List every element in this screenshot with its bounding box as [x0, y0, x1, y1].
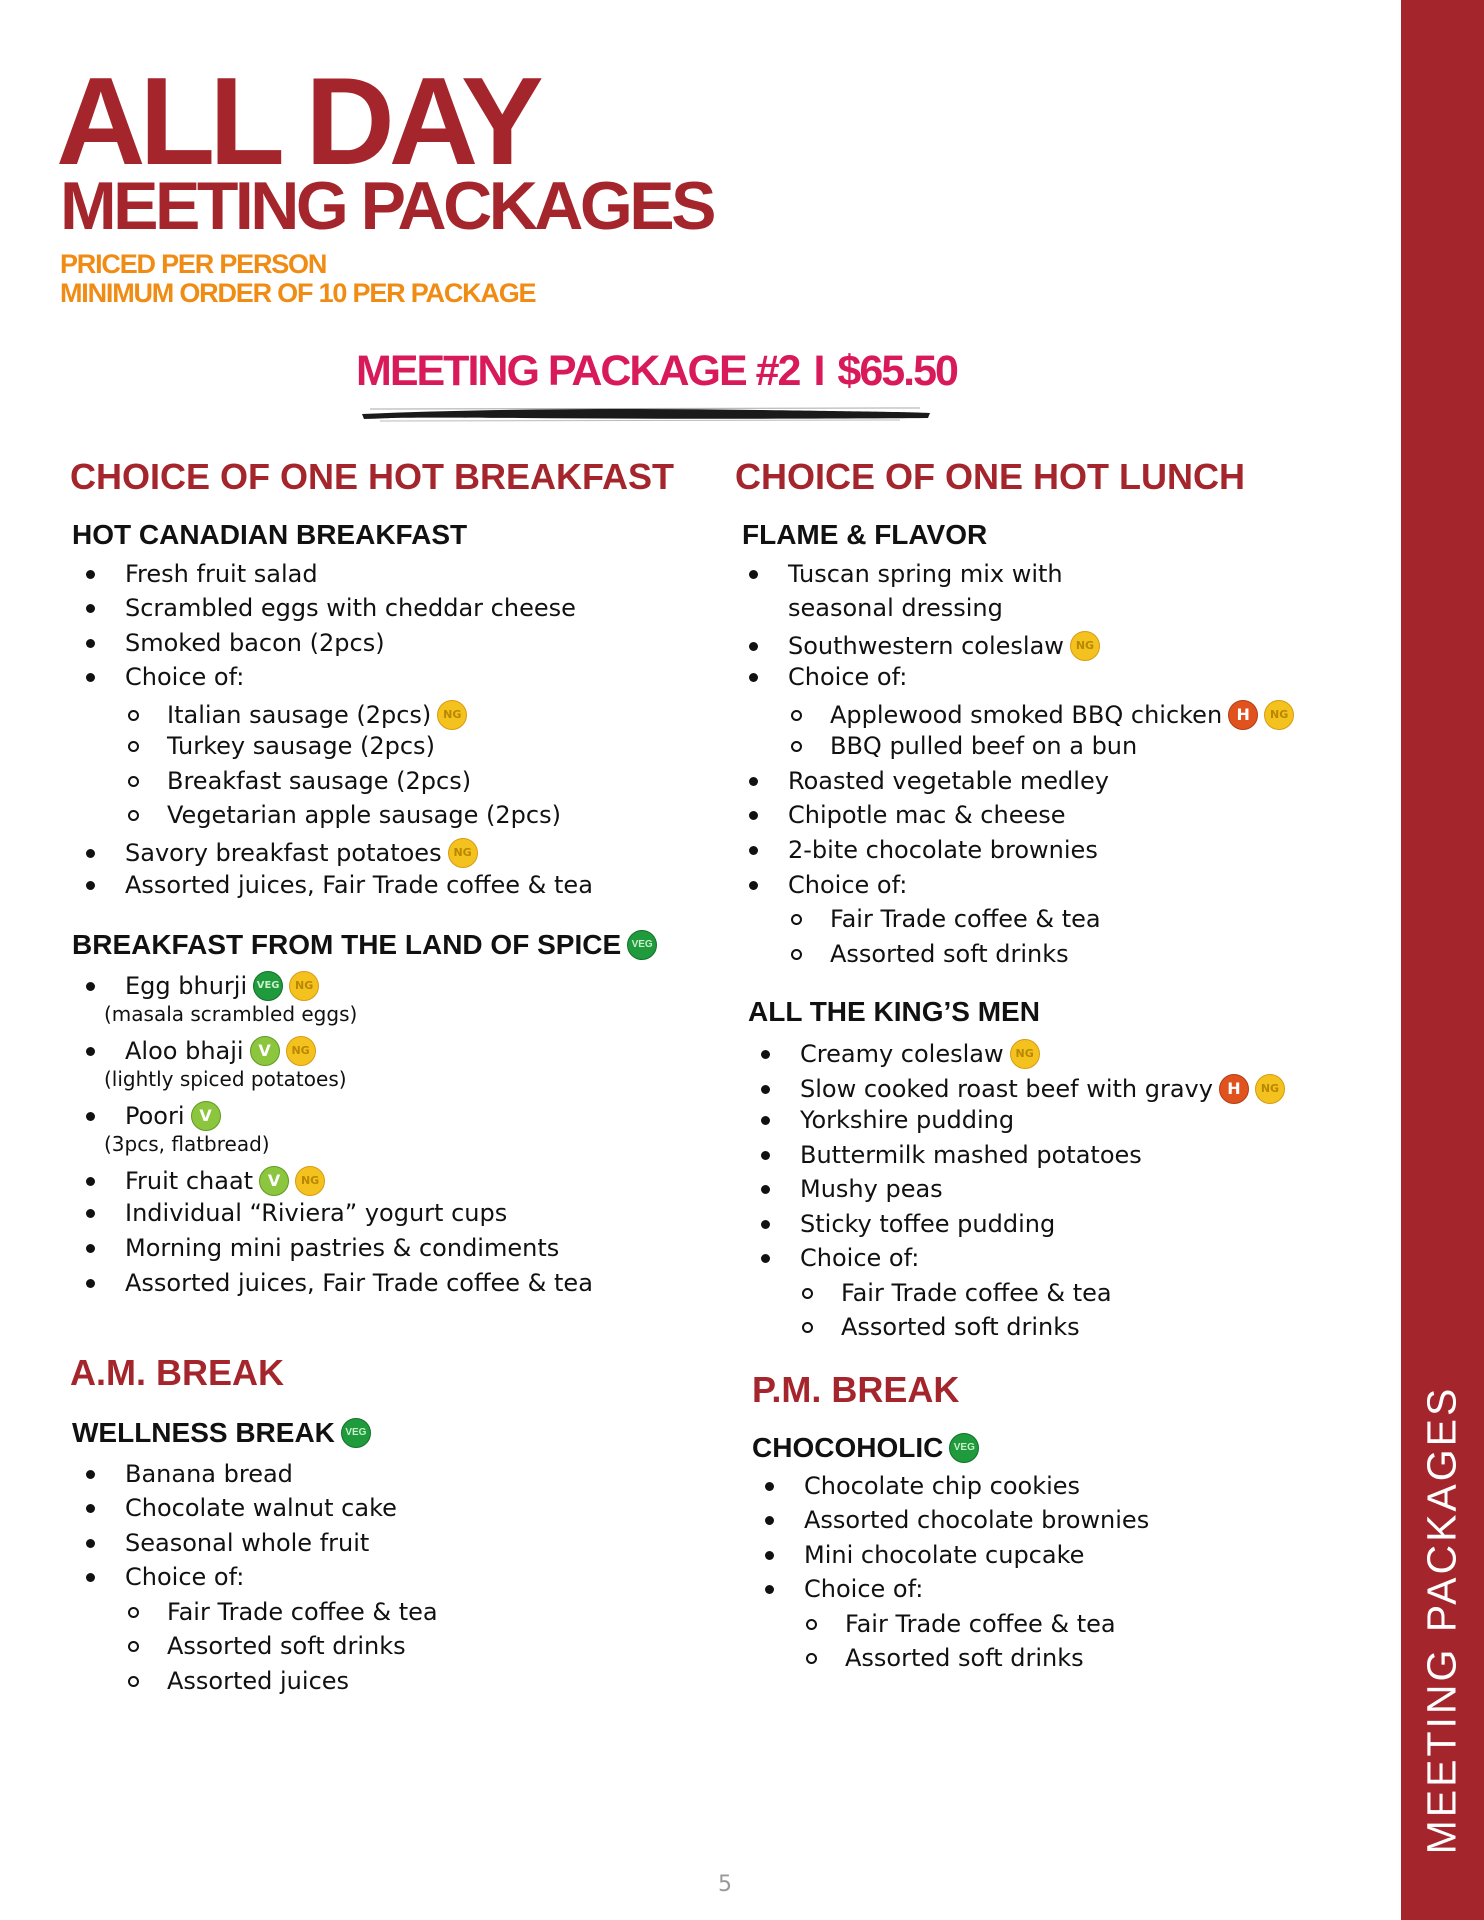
list-item: Fruit chaat V NG	[84, 1166, 325, 1196]
package-separator: I	[813, 347, 824, 395]
lunch-heading: CHOICE OF ONE HOT LUNCH	[735, 456, 1245, 497]
list-item: Chocolate walnut cake	[84, 1496, 397, 1520]
vegetarian-icon: VEG	[627, 930, 657, 960]
list-item: Italian sausage (2pcs) NG	[126, 700, 467, 730]
no-gluten-icon: NG	[286, 1036, 316, 1066]
list-item: Mushy peas	[759, 1177, 943, 1201]
list-item: Assorted soft drinks	[800, 1315, 1080, 1339]
list-item: 2-bite chocolate brownies	[747, 838, 1098, 862]
list-item: Fair Trade coffee & tea	[789, 907, 1101, 931]
item-note: (masala scrambled eggs)	[104, 1002, 358, 1026]
vegan-icon: V	[191, 1101, 221, 1131]
package-name: MEETING PACKAGE #2	[356, 347, 800, 395]
list-item: Assorted soft drinks	[804, 1646, 1084, 1670]
list-item: Choice of:	[747, 665, 907, 689]
list-item: Yorkshire pudding	[759, 1108, 1014, 1132]
list-item: Turkey sausage (2pcs)	[126, 734, 435, 758]
list-item: Vegetarian apple sausage (2pcs)	[126, 803, 561, 827]
list-item: Aloo bhaji V NG	[84, 1036, 316, 1066]
land-of-spice-title: BREAKFAST FROM THE LAND OF SPICE VEG	[72, 930, 657, 960]
vegan-icon: V	[259, 1166, 289, 1196]
no-gluten-icon: NG	[1010, 1039, 1040, 1069]
pm-break-heading: P.M. BREAK	[752, 1369, 960, 1410]
list-item: Individual “Riviera” yogurt cups	[84, 1201, 507, 1225]
list-item: Tuscan spring mix with	[747, 562, 1063, 586]
list-item: Chocolate chip cookies	[763, 1474, 1080, 1498]
list-item: Creamy coleslaw NG	[759, 1039, 1040, 1069]
chocoholic-title: CHOCOHOLIC VEG	[752, 1433, 979, 1463]
list-item: Buttermilk mashed potatoes	[759, 1143, 1142, 1167]
list-item: Assorted soft drinks	[126, 1634, 406, 1658]
list-item: Poori V	[84, 1101, 221, 1131]
item-note: (3pcs, flatbread)	[104, 1132, 270, 1156]
list-item: Assorted soft drinks	[789, 942, 1069, 966]
package-price: $65.50	[837, 347, 957, 395]
no-gluten-icon: NG	[437, 700, 467, 730]
list-item: Assorted juices, Fair Trade coffee & tea	[84, 1271, 593, 1295]
vegan-icon: V	[250, 1036, 280, 1066]
list-item: Choice of:	[747, 873, 907, 897]
no-gluten-icon: NG	[295, 1166, 325, 1196]
no-gluten-icon: NG	[1264, 700, 1294, 730]
wellness-break-title: WELLNESS BREAK VEG	[72, 1418, 371, 1448]
vegetarian-icon: VEG	[253, 971, 283, 1001]
list-item: Morning mini pastries & condiments	[84, 1236, 559, 1260]
list-item: Sticky toffee pudding	[759, 1212, 1055, 1236]
pricing-note: PRICED PER PERSON	[60, 249, 327, 279]
package-title	[356, 347, 957, 395]
page-title: ALL DAY	[56, 53, 538, 191]
vegetarian-icon: VEG	[949, 1433, 979, 1463]
list-item: Egg bhurji VEG NG	[84, 971, 319, 1001]
list-item: Choice of:	[759, 1246, 919, 1270]
list-item: Assorted juices	[126, 1669, 349, 1693]
all-the-kings-men-title: ALL THE KING’S MEN	[748, 996, 1040, 1027]
item-note: (lightly spiced potatoes)	[104, 1067, 347, 1091]
no-gluten-icon: NG	[289, 971, 319, 1001]
list-item: Fair Trade coffee & tea	[804, 1612, 1116, 1636]
list-item: Choice of:	[84, 665, 244, 689]
list-item: Southwestern coleslaw NG	[747, 631, 1100, 661]
list-item: Choice of:	[763, 1577, 923, 1601]
list-item: Banana bread	[84, 1462, 293, 1486]
list-item: Fresh fruit salad	[84, 562, 318, 586]
list-item: Chipotle mac & cheese	[747, 803, 1066, 827]
list-item: Fair Trade coffee & tea	[800, 1281, 1112, 1305]
list-item: BBQ pulled beef on a bun	[789, 734, 1137, 758]
list-item: Assorted chocolate brownies	[763, 1508, 1149, 1532]
list-item: Assorted juices, Fair Trade coffee & tea	[84, 873, 593, 897]
page-subtitle: MEETING PACKAGES	[60, 168, 714, 244]
halal-icon: H	[1228, 700, 1258, 730]
side-label: MEETING PACKAGES	[1418, 1385, 1465, 1855]
list-item: Breakfast sausage (2pcs)	[126, 769, 471, 793]
list-item-continuation: seasonal dressing	[788, 594, 1003, 622]
list-item: Applewood smoked BBQ chicken H NG	[789, 700, 1294, 730]
list-item: Mini chocolate cupcake	[763, 1543, 1084, 1567]
breakfast-heading: CHOICE OF ONE HOT BREAKFAST	[70, 456, 675, 497]
list-item: Slow cooked roast beef with gravy H NG	[759, 1074, 1285, 1104]
list-item: Scrambled eggs with cheddar cheese	[84, 596, 576, 620]
list-item: Savory breakfast potatoes NG	[84, 838, 478, 868]
no-gluten-icon: NG	[1255, 1074, 1285, 1104]
minimum-order-note: MINIMUM ORDER OF 10 PER PACKAGE	[60, 278, 536, 308]
page-number: 5	[718, 1872, 732, 1897]
list-item: Roasted vegetable medley	[747, 769, 1109, 793]
flame-and-flavor-title: FLAME & FLAVOR	[742, 519, 988, 550]
halal-icon: H	[1219, 1074, 1249, 1104]
am-break-heading: A.M. BREAK	[70, 1352, 284, 1393]
no-gluten-icon: NG	[1070, 631, 1100, 661]
list-item: Fair Trade coffee & tea	[126, 1600, 438, 1624]
list-item: Choice of:	[84, 1565, 244, 1589]
vegetarian-icon: VEG	[341, 1418, 371, 1448]
list-item: Seasonal whole fruit	[84, 1531, 369, 1555]
no-gluten-icon: NG	[448, 838, 478, 868]
hot-canadian-breakfast-title: HOT CANADIAN BREAKFAST	[72, 519, 468, 550]
brush-underline-divider	[360, 404, 932, 424]
list-item: Smoked bacon (2pcs)	[84, 631, 385, 655]
